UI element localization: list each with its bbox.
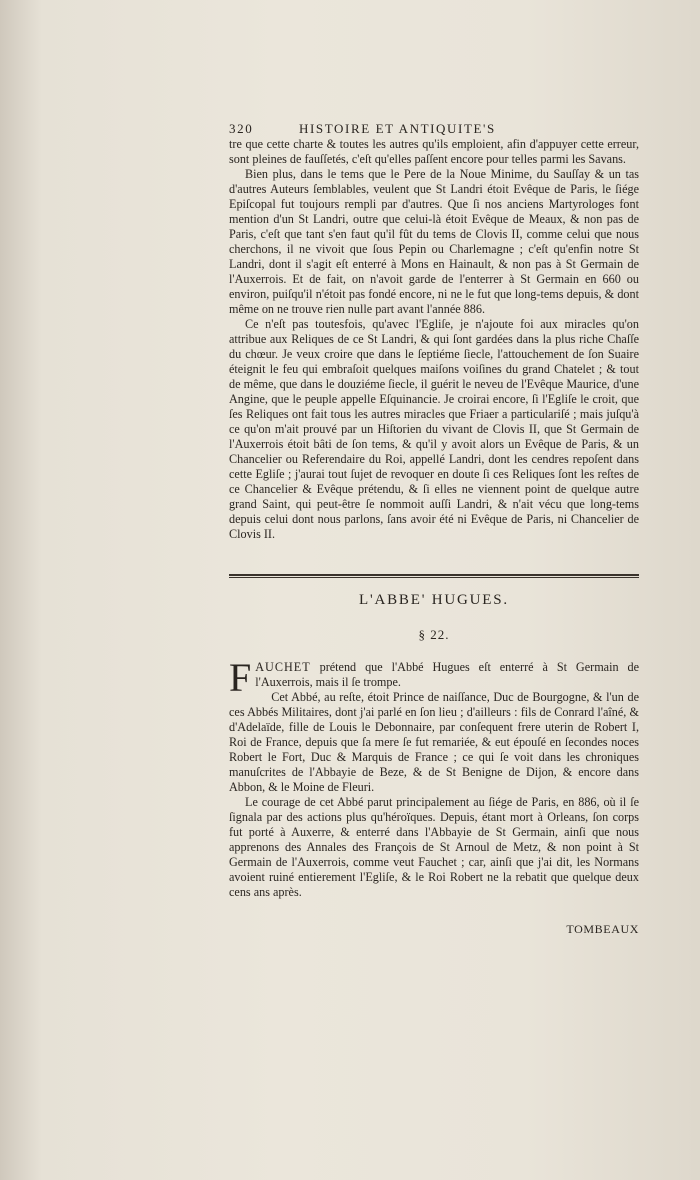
paragraph-text: prétend que l'Abbé Hugues eſt enterré à St Germain de l'Auxerrois, mais il ſe trompe. (255, 660, 639, 689)
paragraph: Cet Abbé, au reſte, étoit Prince de naiſſance, Duc de Bourgogne, & l'un de ces Abbés Militaires, dont j'ai parlé en ſon lieu ; d'ailleurs : fils de Conrard l'aîné, & d'Adelaïde, fille de Louis le Debonnaire, par conſequent frere uterin de Robert I, Roi de France, depuis que ſa mere ſe fut remariée, & eut épouſé en ſecondes noces Robert le Fort, Duc & Marquis de France ; ce qui ſe voit dans les chroniques manuſcrites de l'Abbayie de Beze, & de St Benigne de Dijon, & encore dans Abbon, & le Moine de Fleuri. (229, 690, 639, 794)
small-caps-word: AUCHET (255, 660, 311, 674)
section-number: § 22. (418, 627, 450, 642)
running-header (229, 121, 639, 137)
paragraph (229, 655, 639, 700)
body-text-second (229, 655, 639, 900)
section-title: L'ABBE' HUGUES. (359, 592, 509, 608)
paragraph: Bien plus, dans le tems que le Pere de la Noue Minime, du Sauſſay & un tas d'autres Auteurs ſemblables, veulent que St Landri étoit Evêque de Paris, le ſiége Epiſcopal fut toujours rempli par d'autres. Que ſi nos anciens Martyrologes font mention d'un St Landri, outre que celui-là étoit Evêque de Meaux, & non pas de Paris, c'eſt que tant s'en faut qu'il fût du tems de Clovis II, comme celui que nous cherchons, il ne vivoit que ſous Pepin ou Charlemagne ; c'eſt qu'enfin notre St Landri, dont il s'agit eſt enterré à Mons en Hainault, & non pas à St Germain de l'Auxerrois. Et de fait, on n'avoit garde de l'enterrer à St Germain en 660 ou environ, puiſqu'il n'étoit pas fondé encore, ni ne le fut que long-tems depuis, & dont même on ne trouve rien nulle part avant l'année 886. (229, 167, 639, 316)
paragraph: Le courage de cet Abbé parut principalement au ſiége de Paris, en 886, où il ſe ſignala par des actions plus qu'héroïques. Depuis, étant mort à Orleans, ſon corps fut porté à Auxerre, & enterré dans l'Abbayie de St Germain, ainſi que nous apprenons des Annales des François de St Arnoul de Metz, & non point à St Germain de l'Auxerrois, comme veut Fauchet ; car, ainſi que j'ai dit, les Normans avoient ruiné entierement l'Egliſe, & le Roi Robert ne la rebatit que quelque deux cens ans après. (229, 795, 639, 899)
section-divider (229, 574, 639, 576)
drop-cap: F (229, 655, 252, 700)
section-divider-thin (229, 577, 639, 578)
running-title: HISTOIRE ET ANTIQUITE'S (299, 121, 496, 136)
paragraph: tre que cette charte & toutes les autres qu'ils emploient, afin d'appuyer cette erreur, sont pleines de fauſſetés, c'eſt qu'elles paſſent encore pour telles parmi les Savans. (229, 137, 639, 166)
body-text-first (229, 137, 639, 542)
page-number: 320 (229, 121, 254, 136)
catchword: TOMBEAUX (566, 922, 639, 936)
paragraph: Ce n'eſt pas toutesfois, qu'avec l'Egliſe, je n'ajoute foi aux miracles qu'on attribue aux Reliques de ce St Landri, & qui ſont gardées dans la plus riche Chaſſe du chœur. Je veux croire que dans le ſeptiéme ſiecle, l'attouchement de ſon Suaire éteignit le feu qui embraſoit quelques maiſons voiſines du grand Chatelet ; & tout de même, que dans le douziéme ſiecle, il guérit le neveu de l'Evêque Maurice, d'une Angine, que le peuple appelle Eſquinancie. Je croirai encore, ſi l'Egliſe le croit, que ſes Reliques ont fait tous les autres miracles que Friaer a particulariſé ; mais juſqu'à ce qu'on m'ait prouvé par un Hiſtorien du vivant de Clovis II, que St Germain de l'Auxerrois étoit bâti de ſon tems, & qu'il y avoit alors un Evêque de Paris, & un Chancelier ou Referendaire du Roi, appellé Landri, dont les cendres repoſent dans cette Egliſe ; j'aurai tout ſujet de revoquer en doute ſi ces Reliques ſont les reſtes de ce Chancelier & Evêque prétendu, & ſi elles ne viennent point de quelque autre grand Saint, qui peut-être ſe nommoit auſſi Landri, & n'ait vécu que long-tems depuis celui dont nous parlons, ſans avoir été ni Evêque de Paris, ni Chancelier de Clovis II. (229, 317, 639, 541)
